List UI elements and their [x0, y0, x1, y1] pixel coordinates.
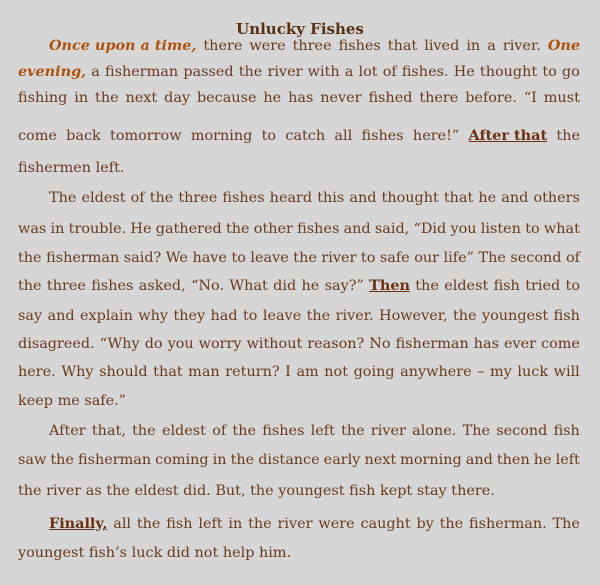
- word: my: [490, 364, 512, 380]
- word: and: [343, 221, 371, 237]
- word: eldest: [444, 278, 489, 294]
- word: a: [487, 38, 496, 54]
- word: you: [450, 221, 477, 237]
- word: day: [164, 90, 191, 106]
- word: not: [194, 545, 219, 561]
- word: all: [334, 128, 353, 144]
- word: lived: [424, 38, 460, 54]
- word: in: [74, 90, 89, 106]
- word: morning: [400, 452, 462, 468]
- word: have: [192, 250, 227, 266]
- word: the: [50, 452, 74, 468]
- word: to: [565, 278, 580, 294]
- word: The: [478, 250, 506, 266]
- word: second: [496, 423, 548, 439]
- word: they: [173, 308, 206, 324]
- word: eldest: [161, 423, 206, 439]
- word: said,: [374, 221, 410, 237]
- word: was: [18, 221, 47, 237]
- word: of: [130, 190, 145, 206]
- word: not: [324, 364, 348, 380]
- word: listen: [480, 221, 521, 237]
- word: all: [113, 516, 132, 532]
- word: I: [285, 364, 291, 380]
- word: and: [501, 190, 529, 206]
- word: he: [533, 452, 552, 468]
- word: fishes: [222, 190, 265, 206]
- word: should: [99, 364, 148, 380]
- word: fish’s: [88, 545, 128, 561]
- word: fisherman: [105, 64, 179, 80]
- word: thought: [381, 190, 439, 206]
- word: fishes.: [401, 64, 449, 80]
- word: say?”: [324, 278, 364, 294]
- word: never: [320, 90, 362, 106]
- word: luck: [131, 545, 163, 561]
- word: stay: [416, 483, 447, 499]
- word: the: [238, 64, 263, 80]
- emphasized-phrase: evening,: [18, 63, 87, 80]
- word: The: [552, 516, 580, 532]
- word: you: [167, 336, 194, 352]
- word: alone.: [412, 423, 457, 439]
- word: anywhere: [400, 364, 472, 380]
- word: to: [542, 64, 557, 80]
- word: leave: [250, 250, 289, 266]
- word: The: [462, 423, 490, 439]
- word: fish: [166, 516, 193, 532]
- word: youngest: [481, 308, 549, 324]
- word: the: [248, 516, 272, 532]
- word: three: [292, 38, 332, 54]
- story-line: [18, 331, 580, 357]
- word: return?: [225, 364, 280, 380]
- word: in: [466, 38, 481, 54]
- word: say: [18, 308, 43, 324]
- word: What: [229, 278, 268, 294]
- story-line: [18, 59, 580, 85]
- word: luck: [517, 364, 549, 380]
- word: in: [228, 516, 243, 532]
- story-title: Unlucky Fishes: [236, 20, 364, 38]
- word: fish: [553, 308, 580, 324]
- word: with: [307, 64, 340, 80]
- word: other: [253, 221, 293, 237]
- word: eldest: [81, 190, 126, 206]
- word: left: [555, 452, 580, 468]
- story-line: [18, 155, 580, 181]
- word: river: [46, 483, 82, 499]
- word: help: [222, 545, 255, 561]
- word: second: [510, 250, 562, 266]
- word: tomorrow: [110, 128, 182, 144]
- word: must: [543, 90, 580, 106]
- word: said?: [123, 250, 162, 266]
- word: a: [91, 64, 100, 80]
- story-line: [18, 478, 580, 504]
- word: and: [349, 190, 377, 206]
- word: –: [477, 364, 485, 380]
- word: come: [18, 128, 57, 144]
- word: go: [561, 64, 580, 80]
- word: there: [203, 38, 243, 54]
- word: He: [453, 64, 475, 80]
- word: kept: [379, 483, 413, 499]
- word: fishing: [18, 90, 68, 106]
- word: why: [138, 308, 169, 324]
- word: the: [341, 423, 365, 439]
- word: the: [250, 483, 274, 499]
- word: that: [153, 364, 183, 380]
- word: No: [369, 336, 391, 352]
- word: explain: [79, 308, 133, 324]
- word: that: [443, 190, 474, 206]
- word: safe: [379, 250, 410, 266]
- word: river: [321, 250, 357, 266]
- word: here!”: [412, 128, 460, 144]
- word: what: [543, 221, 580, 237]
- word: next: [364, 452, 397, 468]
- word: The: [49, 190, 77, 206]
- word: this: [317, 190, 345, 206]
- word: fish: [349, 483, 376, 499]
- word: back: [66, 128, 101, 144]
- word: catch: [285, 128, 326, 144]
- word: did.: [183, 483, 211, 499]
- word: trouble.: [68, 221, 127, 237]
- word: We: [165, 250, 188, 266]
- word: fishes: [297, 221, 340, 237]
- word: next: [125, 90, 158, 106]
- word: and: [465, 452, 493, 468]
- word: our: [414, 250, 440, 266]
- word: After: [49, 423, 86, 439]
- word: do: [144, 336, 163, 352]
- word: that: [387, 38, 418, 54]
- story-line: [18, 359, 580, 385]
- word: before.: [465, 90, 517, 106]
- word: river.: [335, 308, 374, 324]
- word: then: [496, 452, 530, 468]
- word: the: [136, 516, 161, 532]
- story-line: [18, 273, 580, 299]
- story-line: [18, 540, 580, 566]
- word: He: [130, 221, 152, 237]
- word: were: [249, 38, 286, 54]
- word: “No.: [191, 278, 225, 294]
- emphasized-phrase: After that: [468, 127, 548, 144]
- word: “Did: [413, 221, 447, 237]
- word: river: [277, 516, 313, 532]
- word: disagreed.: [18, 336, 95, 352]
- emphasized-phrase: Finally,: [49, 515, 108, 532]
- word: because: [196, 90, 257, 106]
- word: the: [106, 483, 130, 499]
- word: to: [360, 250, 376, 266]
- word: in: [212, 452, 227, 468]
- word: there.: [451, 483, 495, 499]
- word: am: [296, 364, 319, 380]
- word: a: [344, 64, 354, 80]
- word: fishes: [338, 38, 381, 54]
- word: “I: [523, 90, 537, 106]
- word: has: [473, 336, 499, 352]
- word: eldest: [134, 483, 179, 499]
- word: there: [419, 90, 459, 106]
- story-line: [49, 418, 580, 444]
- word: him.: [259, 545, 292, 561]
- word: to: [243, 308, 258, 324]
- word: he: [263, 90, 282, 106]
- word: fished: [368, 90, 413, 106]
- word: youngest: [278, 483, 345, 499]
- word: coming: [155, 452, 209, 468]
- word: the: [453, 308, 477, 324]
- word: Why: [61, 364, 94, 380]
- word: has: [288, 90, 314, 106]
- word: the: [556, 128, 580, 144]
- word: had: [210, 308, 238, 324]
- word: the: [225, 221, 250, 237]
- word: fishes: [91, 278, 134, 294]
- word: fisherman: [77, 452, 152, 468]
- word: to: [231, 250, 246, 266]
- word: left: [198, 516, 223, 532]
- word: safe.”: [84, 393, 127, 409]
- word: But,: [215, 483, 246, 499]
- word: the: [415, 278, 439, 294]
- story-line: [18, 447, 580, 473]
- word: he: [478, 190, 497, 206]
- word: reason?: [307, 336, 365, 352]
- word: the: [95, 90, 119, 106]
- word: early: [323, 452, 361, 468]
- word: fishes: [361, 128, 404, 144]
- word: were: [318, 516, 355, 532]
- story-line: [18, 303, 580, 329]
- story-line: [18, 85, 580, 111]
- word: to: [525, 221, 540, 237]
- word: river: [267, 64, 303, 80]
- word: However,: [379, 308, 448, 324]
- word: without: [246, 336, 303, 352]
- word: heard: [269, 190, 313, 206]
- word: saw: [18, 452, 47, 468]
- word: left: [310, 423, 335, 439]
- word: as: [85, 483, 102, 499]
- word: left.: [95, 160, 125, 176]
- word: “Why: [99, 336, 140, 352]
- word: of: [566, 250, 580, 266]
- word: he: [301, 278, 320, 294]
- word: the: [439, 516, 464, 532]
- word: lot: [358, 64, 378, 80]
- word: and: [47, 308, 75, 324]
- word: fishes: [262, 423, 305, 439]
- word: keep: [18, 393, 53, 409]
- word: leave: [262, 308, 302, 324]
- word: come: [541, 336, 580, 352]
- word: the: [232, 423, 256, 439]
- word: the: [132, 423, 156, 439]
- word: fisherman: [395, 336, 469, 352]
- story-line: [49, 511, 580, 537]
- word: by: [416, 516, 434, 532]
- emphasized-phrase: One: [547, 37, 580, 54]
- word: to: [261, 128, 277, 144]
- emphasized-phrase: Then: [369, 277, 410, 294]
- word: the: [18, 250, 42, 266]
- word: fishermen: [18, 160, 92, 176]
- emphasized-phrase: Once upon a time,: [49, 37, 197, 54]
- word: fish: [553, 423, 580, 439]
- word: life”: [443, 250, 474, 266]
- word: fisherman.: [469, 516, 547, 532]
- word: did: [273, 278, 297, 294]
- word: in: [50, 221, 65, 237]
- word: here.: [18, 364, 56, 380]
- word: the: [306, 308, 331, 324]
- word: gathered: [155, 221, 222, 237]
- word: youngest: [18, 545, 85, 561]
- word: the: [18, 483, 42, 499]
- word: the: [18, 278, 42, 294]
- word: the: [149, 190, 174, 206]
- word: of: [382, 64, 397, 80]
- word: will: [553, 364, 580, 380]
- story-line: [18, 123, 580, 149]
- word: the: [230, 452, 255, 468]
- word: river.: [502, 38, 541, 54]
- word: three: [46, 278, 86, 294]
- story-line: [49, 185, 580, 211]
- word: of: [212, 423, 227, 439]
- word: tried: [525, 278, 561, 294]
- word: asked,: [138, 278, 186, 294]
- word: river: [370, 423, 406, 439]
- word: fish: [493, 278, 520, 294]
- word: going: [353, 364, 395, 380]
- word: that,: [91, 423, 126, 439]
- word: morning: [190, 128, 253, 144]
- word: worry: [198, 336, 242, 352]
- word: man: [188, 364, 220, 380]
- story-line: [49, 33, 580, 59]
- word: ever: [504, 336, 537, 352]
- word: thought: [479, 64, 538, 80]
- word: distance: [258, 452, 320, 468]
- story-line: [18, 388, 580, 414]
- story-line: [18, 245, 580, 271]
- word: did: [166, 545, 190, 561]
- word: the: [293, 250, 317, 266]
- word: me: [57, 393, 80, 409]
- word: passed: [183, 64, 234, 80]
- word: fisherman: [46, 250, 120, 266]
- word: caught: [360, 516, 411, 532]
- word: others: [533, 190, 580, 206]
- word: three: [178, 190, 218, 206]
- story-line: [18, 216, 580, 242]
